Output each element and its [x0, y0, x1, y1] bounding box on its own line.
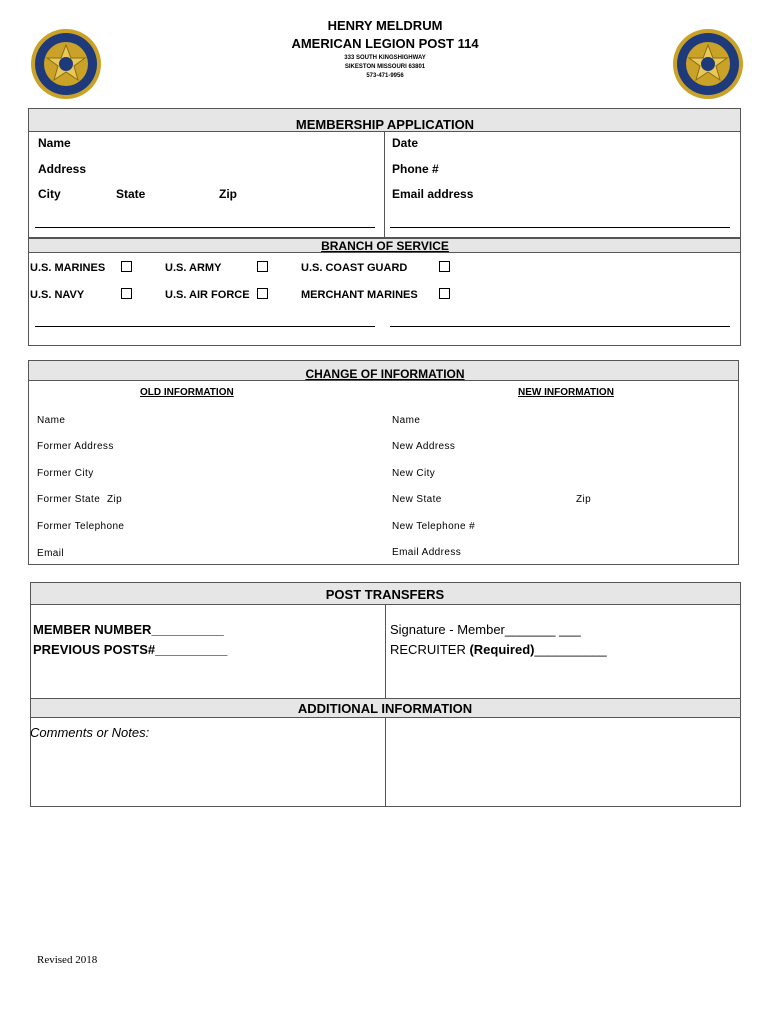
org-address: 333 SOUTH KINGSHIGHWAY: [344, 55, 426, 61]
signature-field[interactable]: Signature - Member_______ ___: [390, 622, 581, 637]
new-state-field[interactable]: New State: [392, 494, 442, 505]
navy-checkbox[interactable]: [121, 288, 132, 299]
previous-posts-field[interactable]: PREVIOUS POSTS#__________: [33, 642, 228, 657]
old-state-field[interactable]: Former State: [37, 494, 101, 505]
old-email-field[interactable]: Email: [37, 548, 65, 559]
change-title: CHANGE OF INFORMATION: [305, 367, 465, 381]
member-number-field[interactable]: MEMBER NUMBER__________: [33, 622, 224, 637]
old-zip-field[interactable]: Zip: [107, 494, 123, 505]
branch-line-right: [390, 326, 730, 327]
org-name: HENRY MELDRUM: [327, 18, 443, 33]
old-telephone-field[interactable]: Former Telephone: [37, 521, 125, 532]
coast-guard-label: U.S. COAST GUARD: [301, 262, 408, 274]
merchant-marines-checkbox[interactable]: [439, 288, 450, 299]
membership-divider: [384, 131, 385, 238]
name-field[interactable]: Name: [38, 136, 71, 150]
navy-label: U.S. NAVY: [30, 289, 85, 301]
marines-checkbox[interactable]: [121, 261, 132, 272]
new-address-field[interactable]: New Address: [392, 441, 456, 452]
coast-guard-checkbox[interactable]: [439, 261, 450, 272]
org-post: AMERICAN LEGION POST 114: [291, 36, 479, 51]
new-city-field[interactable]: New City: [392, 468, 436, 479]
new-info-header: NEW INFORMATION: [518, 387, 614, 398]
new-telephone-field[interactable]: New Telephone #: [392, 521, 476, 532]
branch-title: BRANCH OF SERVICE: [321, 239, 449, 253]
date-field[interactable]: Date: [392, 136, 419, 150]
email-field[interactable]: Email address: [392, 187, 474, 201]
city-field[interactable]: City: [38, 187, 61, 201]
recruiter-line: __________: [534, 642, 607, 657]
membership-title: MEMBERSHIP APPLICATION: [295, 117, 475, 132]
transfers-title: POST TRANSFERS: [325, 587, 445, 602]
change-section: [28, 380, 739, 565]
phone-field[interactable]: Phone #: [392, 162, 439, 176]
new-email-field[interactable]: Email Address: [392, 547, 462, 558]
old-info-header: OLD INFORMATION: [140, 387, 234, 398]
old-city-field[interactable]: Former City: [37, 468, 94, 479]
new-name-field[interactable]: Name: [392, 415, 421, 426]
marines-label: U.S. MARINES: [30, 262, 106, 274]
air-force-checkbox[interactable]: [257, 288, 268, 299]
org-city: SIKESTON MISSOURI 63801: [344, 64, 426, 70]
org-phone: 573-471-9956: [366, 73, 404, 79]
air-force-label: U.S. AIR FORCE: [165, 289, 250, 301]
membership-signature-line-right: [390, 227, 730, 228]
recruiter-field[interactable]: [390, 642, 607, 657]
membership-signature-line-left: [35, 227, 375, 228]
recruiter-required: (Required): [469, 642, 535, 657]
old-address-field[interactable]: Former Address: [37, 441, 114, 452]
additional-title: ADDITIONAL INFORMATION: [297, 701, 473, 716]
army-checkbox[interactable]: [257, 261, 268, 272]
state-field[interactable]: State: [116, 187, 146, 201]
merchant-marines-label: MERCHANT MARINES: [301, 289, 418, 301]
zip-field[interactable]: Zip: [219, 187, 237, 201]
new-zip-field[interactable]: Zip: [576, 494, 592, 505]
comments-field[interactable]: Comments or Notes:: [30, 725, 150, 740]
recruiter-label: RECRUITER: [390, 642, 466, 657]
revised-note: Revised 2018: [37, 954, 98, 966]
address-field[interactable]: Address: [38, 162, 87, 176]
army-label: U.S. ARMY: [165, 262, 222, 274]
old-name-field[interactable]: Name: [37, 415, 66, 426]
branch-line-left: [35, 326, 375, 327]
